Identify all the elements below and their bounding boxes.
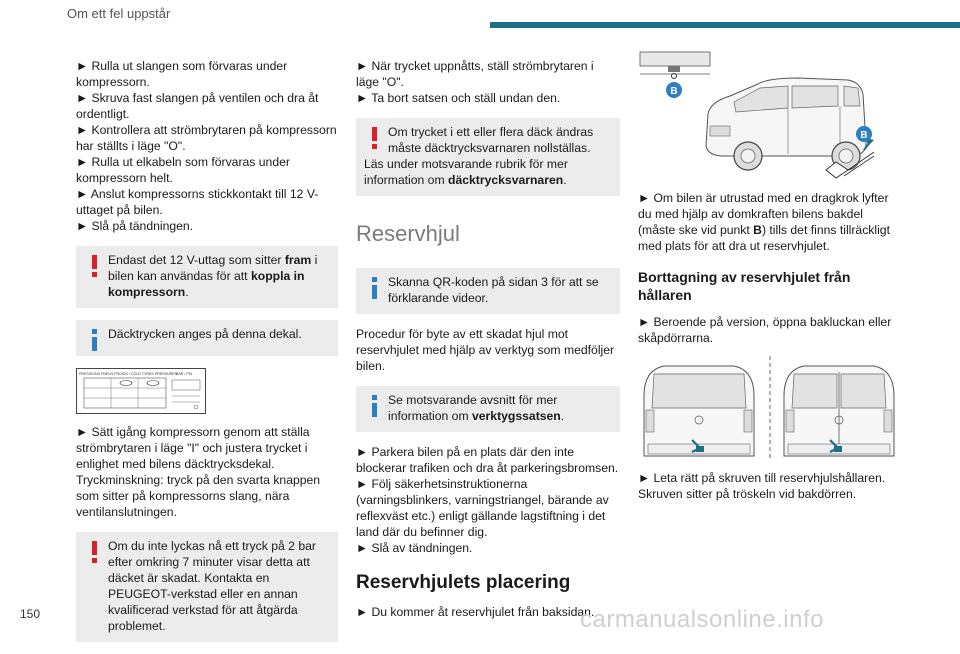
warning-exclamation-icon: [366, 126, 384, 150]
step-text: ► Ta bort satsen och ställ undan den.: [356, 91, 561, 105]
step-text: ► Beroende på version, öppna bakluckan eller skåpdörrarna.: [638, 315, 892, 345]
step-text: ► Skruva fast slangen på ventilen och dra åt ordentligt.: [76, 91, 319, 121]
step-text: ► Rulla ut slangen som förvaras under kompressorn.: [76, 59, 288, 89]
warning-text: Om du inte lyckas nå ett tryck på 2 bar efter omkring 7 minuter visar detta att däcket är skadat. Kontakta en PEUGEOT-verkstad eller en annan kvalificerad verkstad för att åtgärda problemet.: [108, 539, 316, 633]
info-box: [76, 320, 338, 356]
warning-exclamation-icon: [86, 254, 104, 278]
warning-text: Endast det 12 V-uttag som sitter fram i bilen kan användas för att koppla in kompressorn.: [108, 253, 318, 299]
info-box: [356, 386, 620, 432]
tyre-pressure-decal-image: [76, 368, 206, 414]
step-text: ► Du kommer åt reservhjulet från baksidan.: [356, 605, 595, 619]
step-text: ► Leta rätt på skruven till reservhjulshållaren. Skruven sitter på tröskeln vid bakdörren.: [638, 471, 886, 501]
van-rear-doors-illustration: [638, 356, 898, 460]
step-text: ► Anslut kompressorns stickkontakt till 12 V-uttaget på bilen.: [76, 187, 319, 217]
column-right: [638, 44, 898, 502]
decal-header-text: PRESSIONS PNEUS FROIDS / COLD TYRES PRESSURES: [79, 372, 177, 376]
warning-box: [356, 118, 620, 196]
step-text: ► Rulla ut elkabeln som förvaras under kompressorn helt.: [76, 155, 290, 185]
info-icon: [366, 276, 384, 300]
decal-unit-text: BAR / PSI: [176, 372, 193, 376]
step-text: ► Slå på tändningen.: [76, 219, 194, 233]
warning-text: Läs under motsvarande rubrik för mer information om däcktrycksvarnaren.: [364, 157, 568, 187]
info-text: Skanna QR-koden på sidan 3 för att se förklarande videor.: [388, 275, 599, 305]
step-text: ► Slå av tändningen.: [356, 541, 473, 555]
body-text: Procedur för byte av ett skadat hjul mot reservhjulet med hjälp av verktyg som medföljer bilen.: [356, 327, 615, 373]
info-icon: [86, 328, 104, 352]
info-text: Däcktrycken anges på denna dekal.: [108, 327, 302, 341]
section-heading-placering: Reservhjulets placering: [356, 572, 571, 593]
step-text: ► Parkera bilen på en plats där den inte blockerar trafiken och dra åt parkeringsbromsen.: [356, 445, 619, 475]
info-text: Se motsvarande avsnitt för mer information om verktygssatsen.: [388, 393, 565, 423]
step-text: ► Följ säkerhetsinstruktionerna (varningsblinkers, varningstriangel, bärande av reflexväst etc.) enligt gällande lagstiftning i det land där du befinner dig.: [356, 477, 609, 539]
step-text: ► Om bilen är utrustad med en dragkrok lyfter du med hjälp av domkraften bilens bakdel (måste ske vid punkt B) tills det finns tillräckligt med plats för att dra ut reservhjulet.: [638, 191, 890, 253]
step-text: ► Sätt igång kompressorn genom att ställa strömbrytaren i läge "I" och justera trycket i enlighet med bilens däcktrycksdekal.: [76, 425, 310, 471]
body-text: Tryckminskning: tryck på den svarta knappen som sitter på kompressorns slang, nära ventilanslutningen.: [76, 473, 321, 519]
step-text: ► Kontrollera att strömbrytaren på kompressorn har ställts i läge "O".: [76, 123, 337, 153]
subheading-borttagning: Borttagning av reservhjulet från hållaren: [638, 269, 851, 303]
info-box: [356, 268, 620, 314]
warning-exclamation-icon: [86, 540, 104, 564]
column-middle: [356, 58, 620, 620]
header-accent-bar: [490, 22, 960, 28]
van-jack-point-illustration: [638, 44, 898, 190]
warning-text: Om trycket i ett eller flera däck ändras måste däcktrycksvarnaren nollställas.: [388, 125, 594, 155]
watermark: carmanualsonline.info: [580, 606, 824, 633]
section-heading-reservhjul: Reservhjul: [356, 221, 460, 246]
warning-box: [76, 246, 338, 308]
info-icon: [366, 394, 384, 418]
page-header-title: Om ett fel uppstår: [67, 6, 171, 21]
badge-b-label: B: [670, 86, 678, 97]
column-left: [76, 58, 338, 654]
step-text: ► När trycket uppnåtts, ställ strömbrytaren i läge "O".: [356, 59, 594, 89]
badge-b-label: B: [860, 130, 868, 141]
page-number: 150: [20, 607, 41, 621]
warning-box: [76, 532, 338, 642]
